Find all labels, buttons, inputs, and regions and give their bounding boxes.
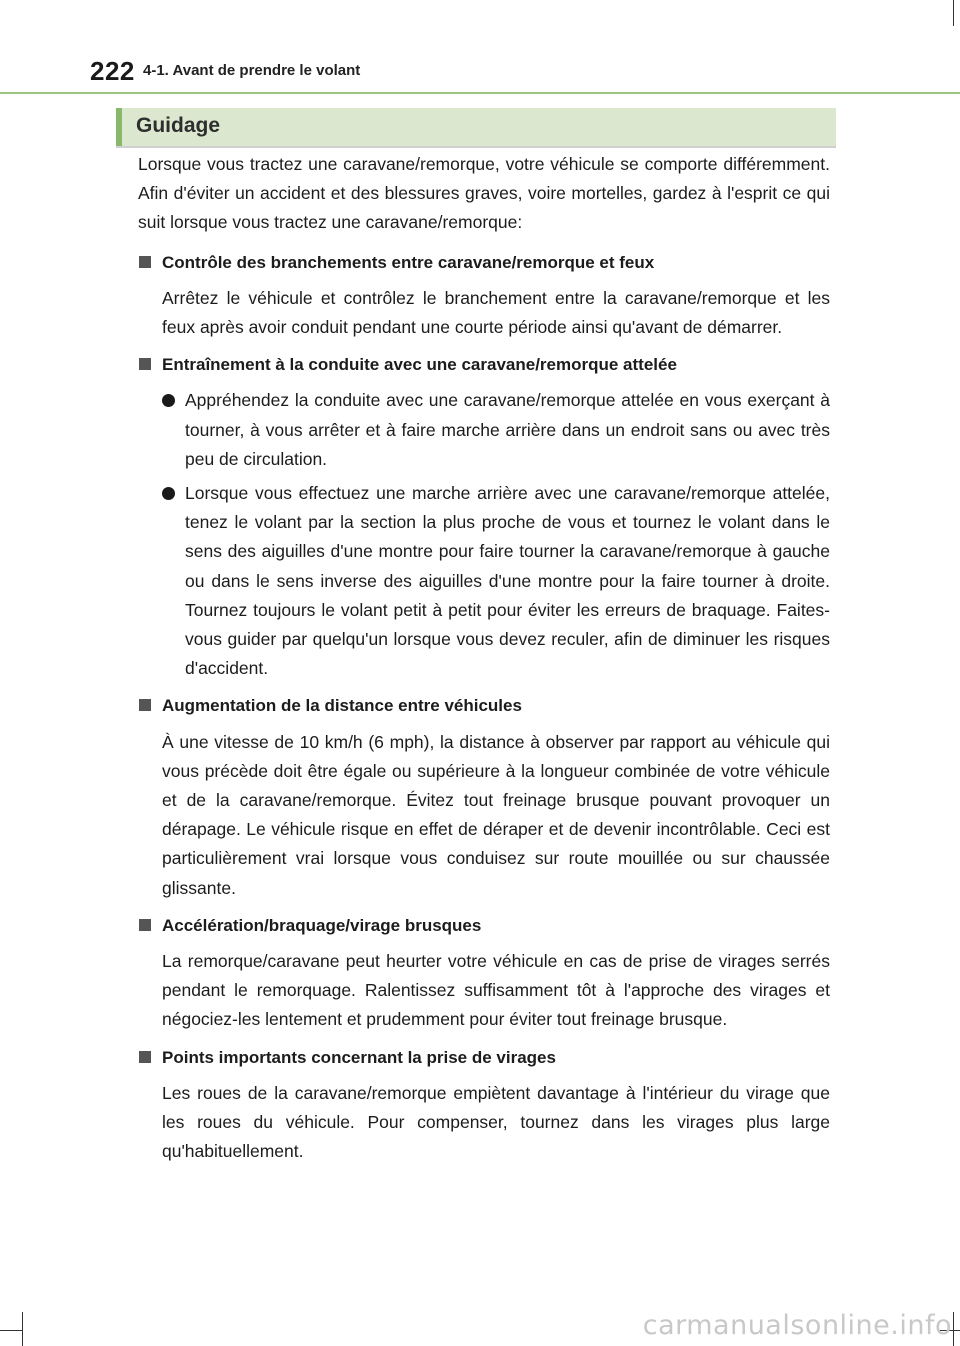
- crop-mark: [22, 1312, 23, 1346]
- section-heading-bar: [116, 108, 836, 148]
- chapter-title: 4-1. Avant de prendre le volant: [143, 62, 361, 79]
- item-turning: [138, 1043, 830, 1167]
- item-following-distance: [138, 691, 830, 902]
- page-content: [138, 150, 830, 1175]
- section-accent: [116, 108, 122, 146]
- bullet-item: Lorsque vous effectuez une marche arrière avec une caravane/remorque attelée, tenez le volant par la section la plus proche de vous et tournez le volant dans le sens des aiguilles d'une montre pour faire tourner la caravane/remorque à gauche ou dans le sens inverse des aiguilles d'une montre pour la faire tourner à droite. Tournez toujours le volant petit à petit pour éviter les erreurs de braquage. Faites-vous guider par quelqu'un lorsque vous devez reculer, afin de diminuer les risques d'accident.: [138, 479, 830, 683]
- bullet-item: Appréhendez la conduite avec une caravane/remorque attelée en vous exerçant à tourner, à vous arrêter et à faire marche arrière dans un endroit sans ou avec très peu de circulation.: [138, 386, 830, 474]
- square-bullet-icon: [139, 699, 151, 711]
- item-heading: Entraînement à la conduite avec une caravane/remorque attelée: [138, 350, 830, 379]
- item-body: Les roues de la caravane/remorque empiètent davantage à l'intérieur du virage que les roues du véhicule. Pour compenser, tournez dans les virages plus large qu'habituellement.: [162, 1082, 830, 1162]
- item-body: Arrêtez le véhicule et contrôlez le branchement entre la caravane/remorque et les feux après avoir conduit pendant une courte période ainsi qu'avant de démarrer.: [162, 287, 830, 338]
- item-body: La remorque/caravane peut heurter votre véhicule en cas de prise de virages serrés pendant le remorquage. Ralentissez suffisamment tôt à l'approche des virages et négociez-les lentement et prudemment pour éviter tout freinage brusque.: [162, 951, 830, 1030]
- square-bullet-icon: [139, 256, 151, 268]
- item-heading: Augmentation de la distance entre véhicules: [138, 691, 830, 720]
- item-heading: Contrôle des branchements entre caravane/remorque et feux: [138, 248, 830, 277]
- crop-mark: [953, 0, 954, 26]
- header-rule: [0, 92, 960, 94]
- item-body: À une vitesse de 10 km/h (6 mph), la distance à observer par rapport au véhicule qui vous précède doit être égale ou supérieure à la longueur combinée de votre véhicule et de la caravane/remorque. Évitez tout freinage brusque pouvant provoquer un dérapage. Le véhicule risque en effet de déraper et de devenir incontrôlable. Ceci est particulièrement vrai lorsque vous conduisez sur route mouillée ou sur chaussée glissante.: [162, 731, 830, 898]
- square-bullet-icon: [139, 919, 151, 931]
- item-connection-check: [138, 248, 830, 343]
- round-bullet-icon: [162, 394, 175, 407]
- item-sudden-maneuvers: [138, 911, 830, 1035]
- square-bullet-icon: [139, 358, 151, 370]
- section-title: Guidage: [136, 114, 221, 137]
- item-heading: Accélération/braquage/virage brusques: [138, 911, 830, 940]
- item-driving-practice: [138, 350, 830, 683]
- intro-paragraph: Lorsque vous tractez une caravane/remorque, votre véhicule se comporte différemment. Afin d'éviter un accident et des blessures graves, voire mortelles, gardez à l'esprit ce qui suit lorsque vous tractez une caravane/remorque:: [138, 154, 830, 233]
- round-bullet-icon: [162, 487, 175, 500]
- crop-mark: [0, 1330, 22, 1331]
- page-number: 222: [90, 56, 135, 86]
- item-heading: Points importants concernant la prise de virages: [138, 1043, 830, 1072]
- square-bullet-icon: [139, 1051, 151, 1063]
- crop-mark: [953, 1312, 954, 1346]
- watermark: carmanualsonline.info: [642, 1310, 952, 1341]
- bullet-list: [138, 386, 830, 683]
